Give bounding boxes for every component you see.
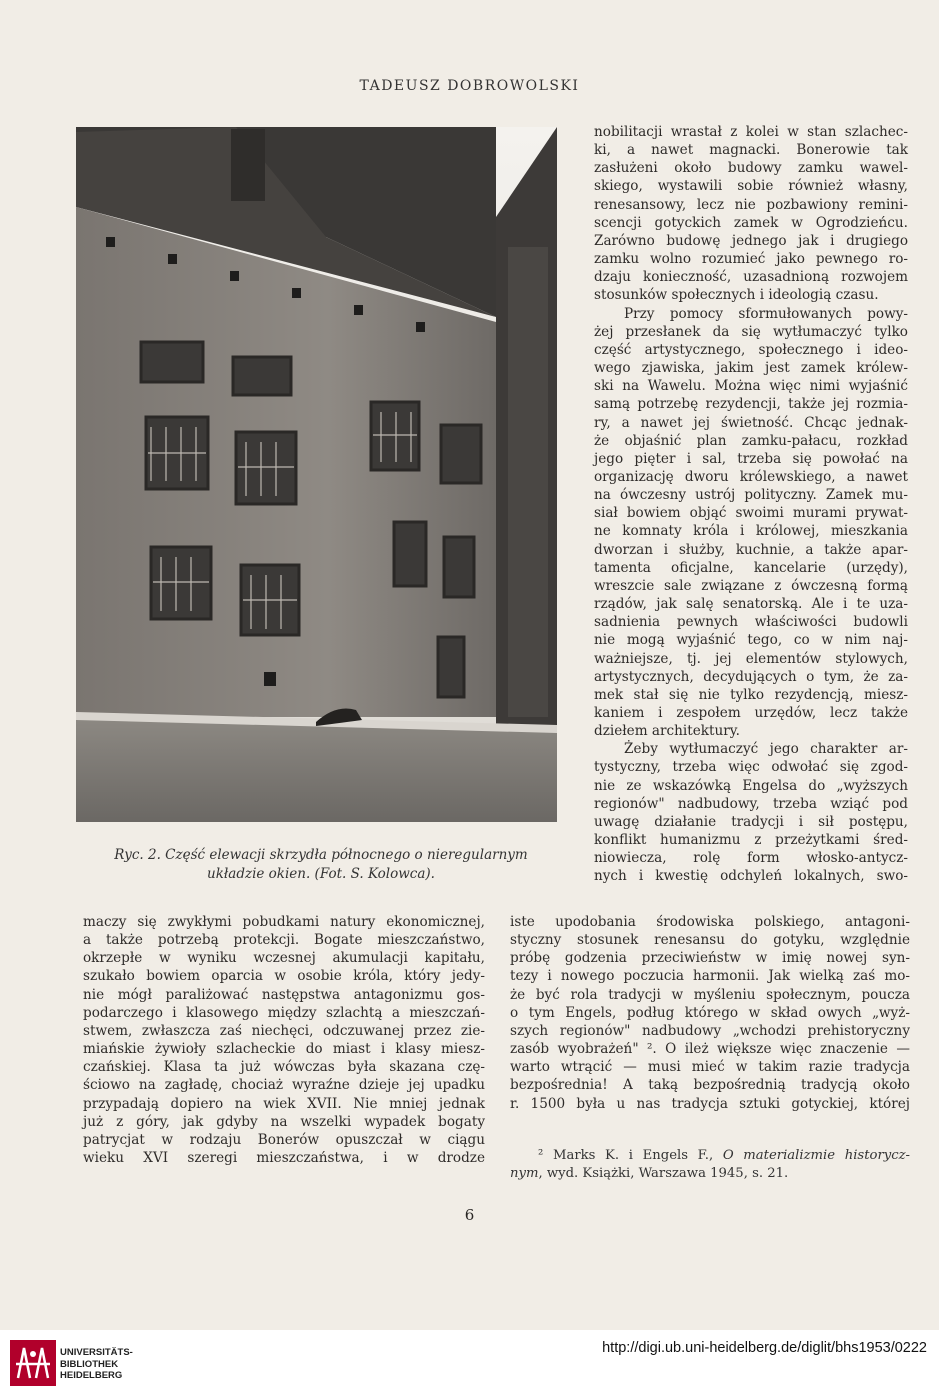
library-name-line: BIBLIOTHEK <box>60 1358 119 1370</box>
figure-caption <box>76 846 566 884</box>
text-line: zamku wolno rozumieć jako pewnego ro- <box>594 251 908 268</box>
text-line: część artystycznego, społecznego i ideo- <box>594 341 908 358</box>
text-line: już z góry, jak gdyby na wszelki wypadek bogaty <box>83 1113 485 1130</box>
text-line: artystycznych, decydujących o tym, że za- <box>594 668 908 685</box>
digitization-footer <box>0 1330 939 1398</box>
text-line: sadnienia pewnych właściwości budowli <box>594 614 908 631</box>
text-line: nobilitacji wrastał z kolei w stan szlachec- <box>594 124 908 140</box>
text-line: wieku XVI szeregi mieszczaństwa, i w drodze <box>83 1150 485 1167</box>
text-line: okrzepłe w wyniku wczesnej akumulacji kapitału, <box>83 950 485 967</box>
text-line: warto wtrącić — musi mieć w takim razie tradycja <box>510 1059 910 1076</box>
text-line: stwem, zwłaszcza zaś niechęci, odczuwanej przez zie- <box>83 1022 485 1039</box>
text-line: konflikt humanizmu z przeżytkami śred- <box>594 832 908 849</box>
text-line: czańskiej. Klasa ta już wówczas była skazana czę- <box>83 1059 485 1076</box>
text-line: nie mógł paraliżować następstwa antagonizmu gos- <box>83 986 485 1003</box>
footnote-line <box>510 1165 910 1183</box>
text-line: nych i kwestię odchyleń lokalnych, swo- <box>594 868 908 885</box>
text-line: siał bowiem objąć swoimi murami prywat- <box>594 505 908 522</box>
text-line: dziełem architektury. <box>594 723 740 740</box>
text-line: dworzan i służby, kuchnie, a także apar- <box>594 541 908 558</box>
figure-caption-line: Ryc. 2. Część elewacji skrzydła północnego o nieregularnym <box>114 847 528 863</box>
text-line: patrycjat w rodzaju Bonerów opuszczał w ciągu <box>83 1131 485 1148</box>
text-line: mek stał się nie tylko rezydencją, miesz- <box>594 686 908 703</box>
text-line: regionów" nadbudowy, trzeba wziąć pod <box>594 795 908 812</box>
text-line: renesansowy, lecz nie pozbawiony remini- <box>594 196 908 213</box>
footnote-authors: ² Marks K. i Engels F., <box>538 1148 723 1163</box>
running-title: TADEUSZ DOBROWOLSKI <box>359 78 580 94</box>
library-name <box>60 1347 133 1382</box>
text-line: kaniem i zespołem urzędów, lecz także <box>594 705 908 721</box>
text-line: jego pięter i sal, trzeba się powołać na <box>594 450 908 467</box>
text-line: scencji gotyckich zamek w Ogrodzieńcu. <box>594 214 908 231</box>
text-line: szukało bowiem oparcia w osobie króla, który jedy- <box>83 968 485 985</box>
text-line: miańskie żywioły szlacheckie do miast i klasy miesz- <box>83 1041 485 1058</box>
text-line: r. 1500 była u nas tradycja sztuki gotyckiej, której <box>510 1095 910 1112</box>
text-line: ne komnaty króla i królowej, mieszkania <box>594 523 908 540</box>
text-line: dzaju konieczność, uzasadnioną rozwojem <box>594 269 908 286</box>
text-line: zasłużeni około budowy zamku wawel- <box>594 160 908 177</box>
page-number: 6 <box>464 1206 475 1224</box>
figure-caption-line: układzie okien. (Fot. S. Kolowca). <box>207 866 435 882</box>
text-line: ważniejsze, tj. jej elementów stylowych, <box>594 650 908 667</box>
building-photograph <box>76 127 557 822</box>
text-line: o tym Engels, podług którego w skład owych „wyż- <box>510 1004 910 1021</box>
text-line: zasób wyobrażeń" ². O ileż większe więc znaczenie — <box>510 1041 910 1058</box>
text-line: podarczego i klasowego między szlachtą a mieszczań- <box>83 1004 485 1021</box>
text-line: wego zjawiska, jakim jest zamek królew- <box>594 360 908 377</box>
library-name-line: UNIVERSITÄTS- <box>60 1347 133 1358</box>
text-line: nie ze wskazówką Engelsa do „wyższych <box>594 777 908 794</box>
library-name-line: HEIDELBERG <box>60 1370 123 1381</box>
text-line: że objaśnić plan zamku-pałacu, rozkład <box>594 432 908 449</box>
text-line: iste upodobania środowiska polskiego, antagoni- <box>510 914 910 930</box>
text-line: Zarówno budowę jednego jak i drugiego <box>594 232 908 249</box>
text-line: nie mogą wyjaśnić tego, co w nim naj- <box>594 632 908 649</box>
text-line: Żeby wytłumaczyć jego charakter ar- <box>624 741 908 758</box>
text-line: ry, a nawet jej świetność. Chcąc jednak- <box>594 414 908 431</box>
text-line: Przy pomocy sformułowanych powy- <box>624 305 908 322</box>
text-line: szych regionów" nadbudowy „wchodzi prehistoryczny <box>510 1022 910 1039</box>
text-line: uwagę działanie tradycji i sił postępu, <box>594 813 908 830</box>
text-line: styczny stosunek renesansu do gotyku, względnie <box>510 932 910 949</box>
text-line: tamenta oficjalne, kancelarie (urzędy), <box>594 559 908 576</box>
text-line: tezy i nowego poczucia harmonii. Jak wielką zaś mo- <box>510 968 910 985</box>
text-line: niowiecza, rolę form włosko-antycz- <box>594 850 908 867</box>
text-line: samą potrzebę rezydencji, także jej rozmia- <box>594 396 908 413</box>
text-line: organizację dworu królewskiego, a nawet <box>594 468 908 485</box>
text-line: ki, a nawet magnacki. Bonerowie tak <box>594 142 908 159</box>
text-line: stosunków społecznych i ideologią czasu. <box>594 287 879 304</box>
right-column-top-text <box>594 123 908 886</box>
text-line: ściowo na zagładę, chociaż wyraźne dzieje jej upadku <box>83 1077 485 1094</box>
text-line: tystyczny, trzeba więc odwołać się zgod- <box>594 759 908 776</box>
text-line: maczy się zwykłymi pobudkami natury ekonomicznej, <box>83 914 485 930</box>
facade-photo-illustration <box>76 127 557 822</box>
text-line: rządów, jak salę senatorską. Ale i te uza- <box>594 596 908 613</box>
text-line: próbę godzenia przeciwieństw w imię nowej syn- <box>510 950 910 967</box>
text-line: skiego, wystawili sobie również własny, <box>594 178 908 195</box>
text-line: na ówczesny ustrój polityczny. Zamek mu- <box>594 487 908 504</box>
source-url: http://digi.ub.uni-heidelberg.de/diglit/bhs1953/0222 <box>602 1340 927 1356</box>
right-column-bottom-text <box>510 913 910 1113</box>
left-column-bottom-text <box>83 913 485 1167</box>
text-line: a także potrzebą protekcji. Bogate mieszczaństwo, <box>83 932 485 949</box>
footnote-publication: , wyd. Książki, Warszawa 1945, s. 21. <box>538 1166 789 1181</box>
footnote-title-end: nym <box>510 1166 539 1181</box>
text-line: ski na Wawelu. Można więc nimi wyjaśnić <box>594 378 908 395</box>
text-line: żej przesłanek da się wytłumaczyć tylko <box>594 323 908 340</box>
text-line: bezpośrednia! A taką bezpośrednią tradycją około <box>510 1077 910 1094</box>
footnote-title: O materializmie historycz- <box>722 1148 910 1163</box>
text-line: przypadają dopiero na wiek XVII. Nie mniej jednak <box>83 1095 485 1112</box>
text-line: że być rola tradycji w myśleniu społecznym, poucza <box>510 986 910 1003</box>
footnote <box>510 1147 910 1183</box>
university-library-logo-icon <box>10 1340 56 1386</box>
footnote-line <box>510 1147 910 1165</box>
text-line: wreszcie sale związane z ówczesną formą <box>594 577 908 594</box>
